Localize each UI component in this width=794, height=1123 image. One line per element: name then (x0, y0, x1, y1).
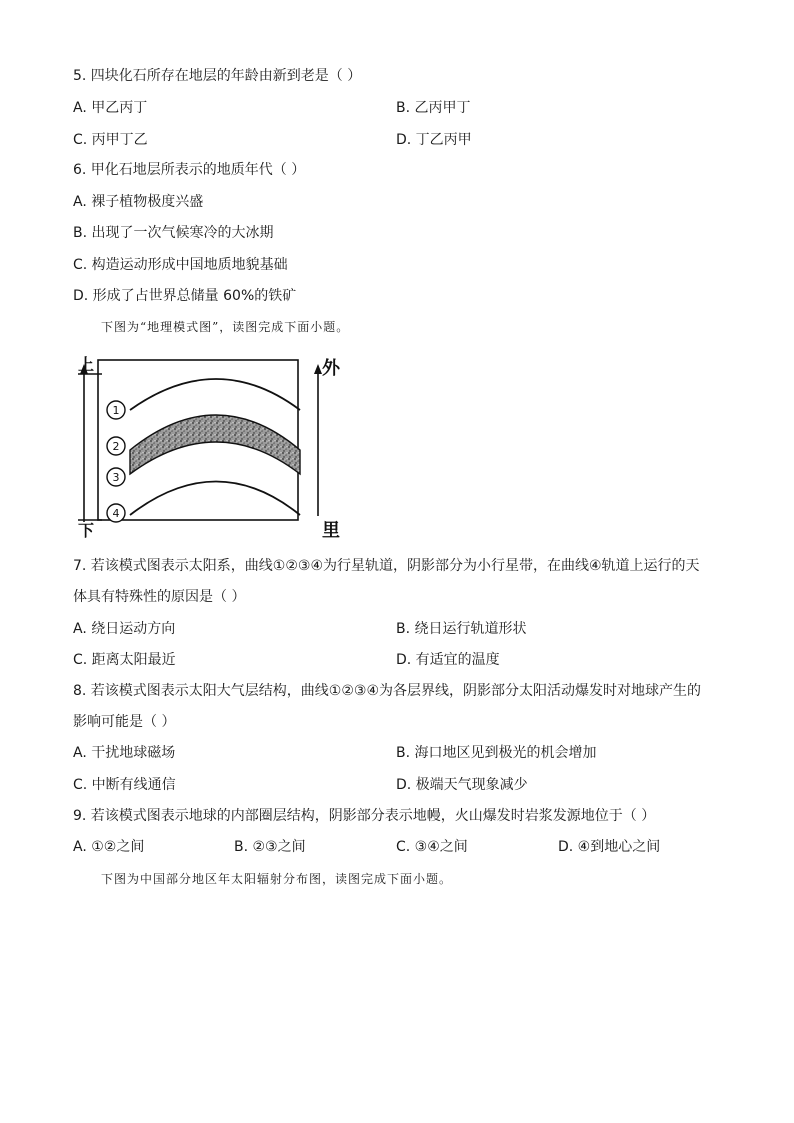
q8-option-d: D. 极端天气现象减少 (396, 777, 528, 793)
q7-option-d: D. 有适宜的温度 (396, 652, 500, 668)
q9-option-c: C. ③④之间 (396, 839, 468, 855)
q9-option-b: B. ②③之间 (234, 839, 306, 855)
label-bottom: 下 (78, 521, 95, 540)
question-5-stem: 5. 四块化石所存在地层的年龄由新到老是（ ） (73, 68, 362, 84)
label-outer: 外 (322, 358, 340, 379)
q7-option-a: A. 绕日运动方向 (73, 621, 176, 637)
label-top: 上 (78, 355, 95, 374)
curve-label-1: 1 (112, 404, 120, 417)
label-inner: 里 (322, 520, 340, 541)
q5-option-c: C. 丙甲丁乙 (73, 132, 148, 148)
question-9-stem: 9. 若该模式图表示地球的内部圈层结构，阴影部分表示地幔，火山爆发时岩浆发源地位于（ ） (73, 808, 656, 824)
intro-model-diagram: 下图为“地理模式图”，读图完成下面小题。 (101, 320, 350, 334)
question-6-stem: 6. 甲化石地层所表示的地质年代（ ） (73, 162, 306, 178)
q8-option-c: C. 中断有线通信 (73, 777, 176, 793)
curve-label-2: 2 (112, 440, 120, 453)
question-7-stem-line2: 体具有特殊性的原因是（ ） (73, 589, 246, 605)
q7-option-c: C. 距离太阳最近 (73, 652, 176, 668)
q5-option-a: A. 甲乙丙丁 (73, 100, 148, 116)
right-arrow-head (314, 364, 322, 374)
q6-option-c: C. 构造运动形成中国地质地貌基础 (73, 257, 288, 273)
question-8-stem-line1: 8. 若该模式图表示太阳大气层结构，曲线①②③④为各层界线，阴影部分太阳活动爆发时对地球产生的 (73, 683, 702, 699)
curve-label-3: 3 (112, 471, 120, 484)
q8-option-a: A. 干扰地球磁场 (73, 745, 176, 761)
q8-option-b: B. 海口地区见到极光的机会增加 (396, 745, 597, 761)
q6-option-b: B. 出现了一次气候寒冷的大冰期 (73, 225, 274, 241)
q6-option-a: A. 裸子植物极度兴盛 (73, 194, 204, 210)
q5-option-d: D. 丁乙丙甲 (396, 132, 472, 148)
curve-4 (130, 482, 300, 516)
q5-option-b: B. 乙丙甲丁 (396, 100, 471, 116)
geography-model-diagram (72, 350, 362, 545)
q9-option-d: D. ④到地心之间 (558, 839, 661, 855)
q7-option-b: B. 绕日运行轨道形状 (396, 621, 527, 637)
question-8-stem-line2: 影响可能是（ ） (73, 714, 176, 730)
intro-solar-radiation: 下图为中国部分地区年太阳辐射分布图，读图完成下面小题。 (101, 872, 453, 886)
q9-option-a: A. ①②之间 (73, 839, 145, 855)
curve-1 (130, 379, 300, 410)
curve-label-4: 4 (112, 507, 120, 520)
q6-option-d: D. 形成了占世界总储量 60%的铁矿 (73, 288, 297, 304)
shaded-band (130, 415, 300, 474)
question-7-stem-line1: 7. 若该模式图表示太阳系，曲线①②③④为行星轨道，阴影部分为小行星带，在曲线④轨道上运行的天 (73, 558, 700, 574)
